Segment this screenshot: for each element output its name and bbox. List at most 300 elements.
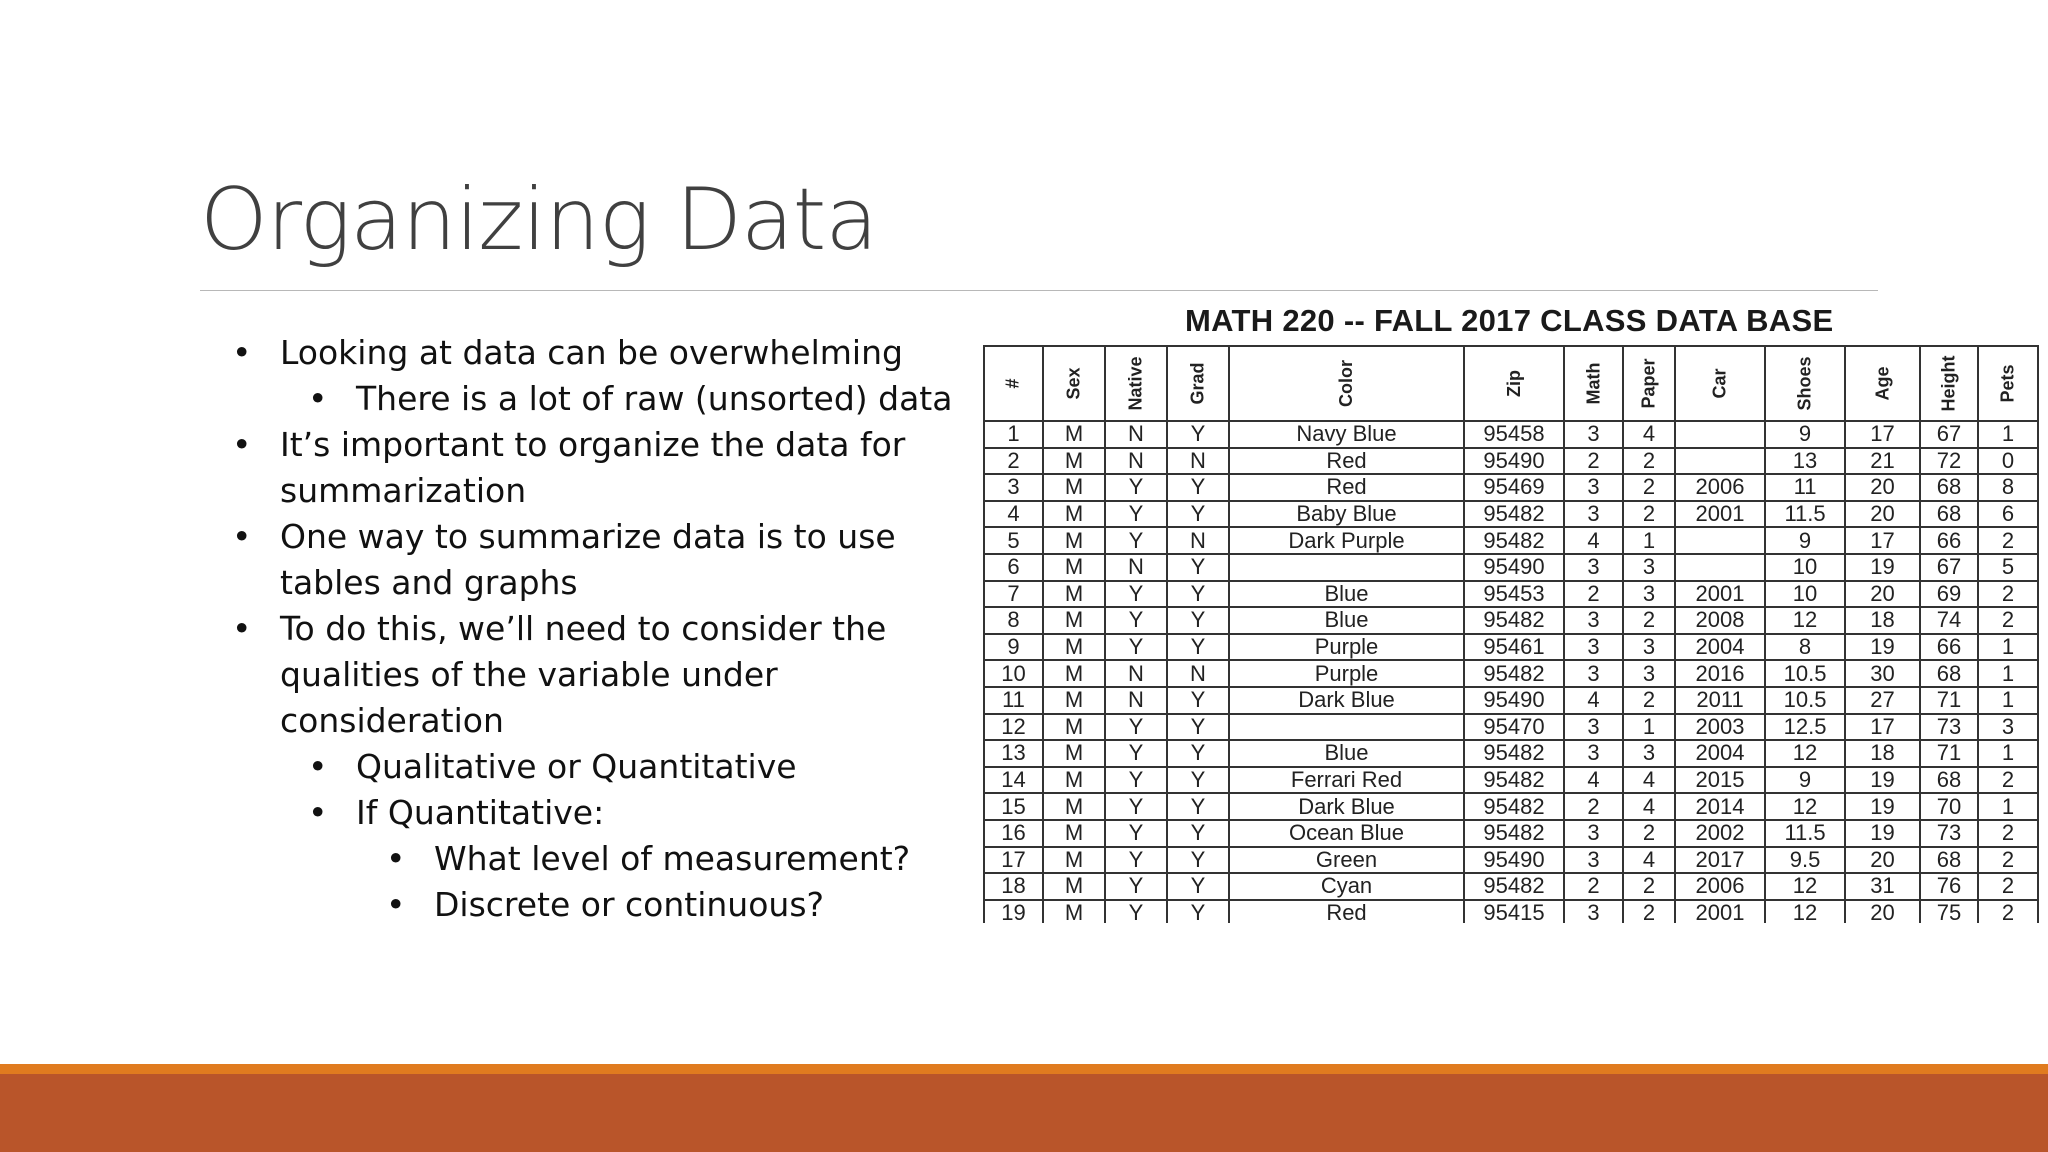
table-cell: Y — [1167, 740, 1229, 767]
table-cell: 1 — [1978, 421, 2038, 448]
table-cell: Red — [1229, 448, 1464, 475]
table-cell: 20 — [1845, 847, 1920, 874]
table-cell: 2001 — [1675, 501, 1765, 528]
class-database-image — [980, 293, 2048, 923]
table-cell: 20 — [1845, 501, 1920, 528]
table-cell — [1675, 527, 1765, 554]
table-cell: 95415 — [1464, 900, 1564, 923]
table-cell: M — [1043, 501, 1105, 528]
table-cell: 3 — [1623, 740, 1675, 767]
table-cell: 4 — [1564, 687, 1623, 714]
table-cell: N — [1167, 448, 1229, 475]
table-cell: 2 — [1623, 873, 1675, 900]
table-cell: 12.5 — [1765, 714, 1845, 741]
table-cell: M — [1043, 527, 1105, 554]
table-cell: 8 — [1978, 474, 2038, 501]
column-header — [1105, 346, 1167, 421]
table-cell: 17 — [1845, 527, 1920, 554]
table-cell: 3 — [1564, 847, 1623, 874]
table-cell: 1 — [1978, 687, 2038, 714]
table-cell: Y — [1167, 793, 1229, 820]
table-row — [984, 527, 2038, 554]
table-cell: 3 — [1564, 820, 1623, 847]
table-row — [984, 501, 2038, 528]
table-cell: Y — [1105, 581, 1167, 608]
table-cell: 14 — [984, 767, 1043, 794]
table-cell: Y — [1105, 900, 1167, 923]
table-cell: M — [1043, 767, 1105, 794]
table-cell: 3 — [1564, 607, 1623, 634]
column-header — [1229, 346, 1464, 421]
table-cell: 3 — [1623, 634, 1675, 661]
column-header — [1765, 346, 1845, 421]
table-cell: 73 — [1920, 820, 1978, 847]
table-cell: Y — [1167, 873, 1229, 900]
column-header-label: Car — [1709, 368, 1730, 399]
bullet-item: • Qualitative or Quantitative — [308, 744, 982, 790]
table-row — [984, 900, 2038, 923]
table-cell: N — [1105, 660, 1167, 687]
table-row — [984, 767, 2038, 794]
table-cell: 2 — [1623, 687, 1675, 714]
table-cell: 2 — [1623, 501, 1675, 528]
table-row — [984, 740, 2038, 767]
column-header — [1564, 346, 1623, 421]
table-cell: 2006 — [1675, 474, 1765, 501]
column-header-label: # — [1002, 378, 1023, 389]
table-cell: 20 — [1845, 581, 1920, 608]
table-cell: 17 — [1845, 714, 1920, 741]
table-cell: Y — [1105, 634, 1167, 661]
database-title: MATH 220 -- FALL 2017 CLASS DATA BASE — [1185, 303, 1834, 338]
table-cell: M — [1043, 554, 1105, 581]
table-cell: 95482 — [1464, 527, 1564, 554]
table-cell: 2 — [1978, 847, 2038, 874]
table-cell: Y — [1105, 820, 1167, 847]
footer-band — [0, 1074, 2048, 1152]
table-cell: Y — [1105, 793, 1167, 820]
table-cell: 11 — [1765, 474, 1845, 501]
table-cell: 1 — [1978, 793, 2038, 820]
table-cell: 2017 — [1675, 847, 1765, 874]
table-cell: 12 — [984, 714, 1043, 741]
table-cell: N — [1105, 448, 1167, 475]
table-cell: 73 — [1920, 714, 1978, 741]
table-cell: 16 — [984, 820, 1043, 847]
table-cell: Y — [1105, 767, 1167, 794]
table-cell: Y — [1105, 607, 1167, 634]
table-row — [984, 873, 2038, 900]
table-cell: N — [1167, 660, 1229, 687]
column-header — [1043, 346, 1105, 421]
column-header — [1978, 346, 2038, 421]
table-cell: 3 — [1564, 554, 1623, 581]
table-cell: 9 — [1765, 527, 1845, 554]
table-cell: 8 — [1765, 634, 1845, 661]
table-cell: 4 — [1564, 527, 1623, 554]
table-cell: 2 — [984, 448, 1043, 475]
table-row — [984, 421, 2038, 448]
column-header — [984, 346, 1043, 421]
table-cell: 7 — [984, 581, 1043, 608]
table-cell: 68 — [1920, 501, 1978, 528]
table-cell: Y — [1167, 820, 1229, 847]
table-cell: 2 — [1978, 581, 2038, 608]
table-cell: 2004 — [1675, 740, 1765, 767]
table-cell: 5 — [1978, 554, 2038, 581]
table-cell: 5 — [984, 527, 1043, 554]
table-cell: 2 — [1623, 607, 1675, 634]
table-cell: 2 — [1978, 767, 2038, 794]
table-cell: 20 — [1845, 900, 1920, 923]
table-cell: Y — [1167, 421, 1229, 448]
table-cell: M — [1043, 687, 1105, 714]
table-cell: 66 — [1920, 634, 1978, 661]
table-row — [984, 554, 2038, 581]
table-cell: 13 — [984, 740, 1043, 767]
table-cell: Ocean Blue — [1229, 820, 1464, 847]
table-cell: 3 — [1623, 581, 1675, 608]
column-header-label: Age — [1872, 366, 1893, 401]
table-cell: 19 — [1845, 767, 1920, 794]
footer-accent-stripe — [0, 1064, 2048, 1074]
table-cell: Blue — [1229, 740, 1464, 767]
table-cell: N — [1105, 421, 1167, 448]
table-cell: 3 — [984, 474, 1043, 501]
table-cell: 18 — [1845, 740, 1920, 767]
table-cell: 95469 — [1464, 474, 1564, 501]
table-cell: 95490 — [1464, 847, 1564, 874]
table-cell: 3 — [1978, 714, 2038, 741]
table-row — [984, 607, 2038, 634]
table-cell: 8 — [984, 607, 1043, 634]
table-cell: M — [1043, 421, 1105, 448]
table-cell: 19 — [1845, 820, 1920, 847]
column-header-label: Zip — [1503, 370, 1524, 397]
table-cell: 2016 — [1675, 660, 1765, 687]
table-row — [984, 793, 2038, 820]
table-cell: 15 — [984, 793, 1043, 820]
table-cell: 4 — [1564, 767, 1623, 794]
table-cell: M — [1043, 820, 1105, 847]
table-cell: 13 — [1765, 448, 1845, 475]
table-cell: Blue — [1229, 607, 1464, 634]
table-cell: 2 — [1978, 820, 2038, 847]
table-cell: 69 — [1920, 581, 1978, 608]
table-cell: 10.5 — [1765, 660, 1845, 687]
table-cell: 68 — [1920, 660, 1978, 687]
table-cell: Y — [1167, 607, 1229, 634]
table-cell: 1 — [1623, 714, 1675, 741]
table-cell: 2 — [1978, 527, 2038, 554]
table-cell: 19 — [1845, 554, 1920, 581]
table-cell: Y — [1167, 847, 1229, 874]
table-row — [984, 474, 2038, 501]
table-cell: 10.5 — [1765, 687, 1845, 714]
table-cell: M — [1043, 581, 1105, 608]
table-cell: Y — [1105, 740, 1167, 767]
table-cell: 1 — [1978, 740, 2038, 767]
column-header-label: Pets — [1997, 364, 2018, 403]
table-cell: Dark Purple — [1229, 527, 1464, 554]
table-cell: 2 — [1978, 900, 2038, 923]
table-cell: 95453 — [1464, 581, 1564, 608]
table-cell: 12 — [1765, 900, 1845, 923]
table-cell: 17 — [1845, 421, 1920, 448]
table-cell: 4 — [1623, 421, 1675, 448]
table-cell: 19 — [1845, 634, 1920, 661]
column-header — [1675, 346, 1765, 421]
table-cell: 2 — [1564, 873, 1623, 900]
table-cell: 9 — [1765, 767, 1845, 794]
table-cell: 2003 — [1675, 714, 1765, 741]
table-cell: 11 — [984, 687, 1043, 714]
table-cell: 95482 — [1464, 660, 1564, 687]
bullet-item: • What level of measurement? — [386, 836, 982, 882]
table-cell: 71 — [1920, 740, 1978, 767]
table-cell: M — [1043, 847, 1105, 874]
table-cell: 18 — [984, 873, 1043, 900]
table-cell: Y — [1167, 634, 1229, 661]
table-cell — [1675, 554, 1765, 581]
bullet-item: • To do this, we’ll need to consider the qualities of the variable under consideration — [232, 606, 982, 744]
column-header — [1167, 346, 1229, 421]
table-cell: 95482 — [1464, 767, 1564, 794]
table-cell: 27 — [1845, 687, 1920, 714]
table-cell: 2014 — [1675, 793, 1765, 820]
table-cell: 67 — [1920, 421, 1978, 448]
table-cell: 95482 — [1464, 740, 1564, 767]
table-cell: 2011 — [1675, 687, 1765, 714]
bullet-item: • If Quantitative: — [308, 790, 982, 836]
table-cell: 76 — [1920, 873, 1978, 900]
table-cell: 2 — [1978, 873, 2038, 900]
column-header — [1623, 346, 1675, 421]
column-header-label: Sex — [1063, 367, 1084, 400]
table-cell — [1675, 448, 1765, 475]
table-cell: 1 — [1623, 527, 1675, 554]
table-cell: 95490 — [1464, 687, 1564, 714]
table-cell: Y — [1167, 474, 1229, 501]
table-cell: 95461 — [1464, 634, 1564, 661]
table-row — [984, 687, 2038, 714]
table-cell: M — [1043, 873, 1105, 900]
table-cell: 3 — [1623, 660, 1675, 687]
table-cell: 20 — [1845, 474, 1920, 501]
table-row — [984, 847, 2038, 874]
column-header — [1920, 346, 1978, 421]
column-header-label: Shoes — [1794, 356, 1815, 411]
table-cell: Y — [1105, 527, 1167, 554]
table-cell: 9 — [984, 634, 1043, 661]
table-row — [984, 448, 2038, 475]
table-cell: 95482 — [1464, 873, 1564, 900]
table-cell: Purple — [1229, 660, 1464, 687]
table-cell: 12 — [1765, 740, 1845, 767]
column-header-label: Color — [1336, 360, 1356, 407]
table-row — [984, 634, 2038, 661]
table-cell: 95482 — [1464, 501, 1564, 528]
table-cell: N — [1105, 687, 1167, 714]
table-cell: 2004 — [1675, 634, 1765, 661]
table-cell: 2 — [1564, 793, 1623, 820]
column-header — [1845, 346, 1920, 421]
table-cell: 18 — [1845, 607, 1920, 634]
table-cell: Cyan — [1229, 873, 1464, 900]
table-cell: 2015 — [1675, 767, 1765, 794]
table-cell: Purple — [1229, 634, 1464, 661]
table-cell: Y — [1105, 474, 1167, 501]
table-cell: 1 — [984, 421, 1043, 448]
table-cell: 30 — [1845, 660, 1920, 687]
table-cell: 68 — [1920, 767, 1978, 794]
table-cell: 3 — [1564, 660, 1623, 687]
table-cell: Red — [1229, 900, 1464, 923]
table-cell: Dark Blue — [1229, 793, 1464, 820]
table-cell: M — [1043, 660, 1105, 687]
table-cell: 2002 — [1675, 820, 1765, 847]
slide-title: Organizing Data — [200, 170, 878, 270]
table-cell: 95482 — [1464, 607, 1564, 634]
table-cell: 4 — [1623, 767, 1675, 794]
table-cell: 2 — [1564, 448, 1623, 475]
table-cell: Y — [1167, 767, 1229, 794]
table-cell: Y — [1167, 687, 1229, 714]
table-cell: 19 — [1845, 793, 1920, 820]
table-cell: 10 — [1765, 581, 1845, 608]
table-cell: 3 — [1564, 474, 1623, 501]
table-cell: 2 — [1623, 820, 1675, 847]
table-cell: 2001 — [1675, 581, 1765, 608]
table-cell: Ferrari Red — [1229, 767, 1464, 794]
bullet-item: • There is a lot of raw (unsorted) data — [308, 376, 982, 422]
table-cell: 3 — [1564, 501, 1623, 528]
table-cell: 12 — [1765, 873, 1845, 900]
bullet-list — [232, 330, 982, 928]
table-cell: 0 — [1978, 448, 2038, 475]
table-cell: 3 — [1623, 554, 1675, 581]
table-cell: M — [1043, 740, 1105, 767]
table-cell: Y — [1167, 714, 1229, 741]
table-cell: M — [1043, 714, 1105, 741]
table-cell: 67 — [1920, 554, 1978, 581]
table-cell: 11.5 — [1765, 501, 1845, 528]
table-cell: Y — [1105, 714, 1167, 741]
table-cell: M — [1043, 634, 1105, 661]
table-cell: 3 — [1564, 634, 1623, 661]
table-cell: 95490 — [1464, 448, 1564, 475]
table-cell: 95490 — [1464, 554, 1564, 581]
table-cell: Y — [1167, 554, 1229, 581]
table-cell: 71 — [1920, 687, 1978, 714]
class-data-table — [983, 345, 2039, 923]
column-header-label: Math — [1583, 362, 1603, 405]
table-cell: 1 — [1978, 634, 2038, 661]
table-cell: 2 — [1623, 448, 1675, 475]
table-cell: Y — [1167, 501, 1229, 528]
table-cell: 3 — [1564, 421, 1623, 448]
table-cell: 1 — [1978, 660, 2038, 687]
table-cell: N — [1105, 554, 1167, 581]
column-header-label: Grad — [1187, 362, 1208, 405]
table-cell: 2 — [1623, 474, 1675, 501]
table-row — [984, 581, 2038, 608]
bullet-item: • One way to summarize data is to use tables and graphs — [232, 514, 982, 606]
column-header — [1464, 346, 1564, 421]
table-cell: 95470 — [1464, 714, 1564, 741]
table-cell: 72 — [1920, 448, 1978, 475]
table-cell: 10 — [1765, 554, 1845, 581]
table-cell: 95482 — [1464, 820, 1564, 847]
table-cell: Dark Blue — [1229, 687, 1464, 714]
title-divider — [200, 290, 1878, 291]
table-cell: 4 — [1623, 793, 1675, 820]
table-cell: 4 — [1623, 847, 1675, 874]
table-cell: 2006 — [1675, 873, 1765, 900]
table-cell: 95482 — [1464, 793, 1564, 820]
bullet-item: • Discrete or continuous? — [386, 882, 982, 928]
table-cell — [1675, 421, 1765, 448]
table-cell: 12 — [1765, 793, 1845, 820]
table-cell: Red — [1229, 474, 1464, 501]
table-cell: Y — [1167, 581, 1229, 608]
table-cell: 11.5 — [1765, 820, 1845, 847]
table-cell: 2001 — [1675, 900, 1765, 923]
table-cell: Y — [1105, 501, 1167, 528]
column-header-label: Height — [1938, 355, 1959, 412]
table-cell: Green — [1229, 847, 1464, 874]
table-cell: 21 — [1845, 448, 1920, 475]
table-cell: 31 — [1845, 873, 1920, 900]
table-cell: Baby Blue — [1229, 501, 1464, 528]
table-cell — [1229, 714, 1464, 741]
table-row — [984, 660, 2038, 687]
table-cell: 2 — [1623, 900, 1675, 923]
bullet-item: • It’s important to organize the data for summarization — [232, 422, 982, 514]
table-cell: 6 — [1978, 501, 2038, 528]
table-cell: M — [1043, 607, 1105, 634]
column-header-label: Native — [1125, 356, 1146, 411]
table-cell: 2 — [1564, 581, 1623, 608]
table-cell: Navy Blue — [1229, 421, 1464, 448]
bullet-item: • Looking at data can be overwhelming — [232, 330, 982, 376]
table-cell: M — [1043, 900, 1105, 923]
table-row — [984, 820, 2038, 847]
table-cell: 9.5 — [1765, 847, 1845, 874]
table-row — [984, 714, 2038, 741]
table-cell: 3 — [1564, 740, 1623, 767]
table-cell: 70 — [1920, 793, 1978, 820]
table-header-row — [984, 346, 2038, 421]
column-header-label: Paper — [1638, 358, 1659, 409]
table-cell: 68 — [1920, 474, 1978, 501]
table-cell: 4 — [984, 501, 1043, 528]
table-cell: 68 — [1920, 847, 1978, 874]
table-cell: Y — [1167, 900, 1229, 923]
table-cell: Y — [1105, 873, 1167, 900]
table-cell: 3 — [1564, 900, 1623, 923]
table-cell: M — [1043, 448, 1105, 475]
table-cell: Blue — [1229, 581, 1464, 608]
table-cell: 6 — [984, 554, 1043, 581]
table-cell: 19 — [984, 900, 1043, 923]
table-cell: 2008 — [1675, 607, 1765, 634]
table-cell: Y — [1105, 847, 1167, 874]
table-cell: 2 — [1978, 607, 2038, 634]
table-cell: 75 — [1920, 900, 1978, 923]
table-cell: 74 — [1920, 607, 1978, 634]
table-cell: 12 — [1765, 607, 1845, 634]
